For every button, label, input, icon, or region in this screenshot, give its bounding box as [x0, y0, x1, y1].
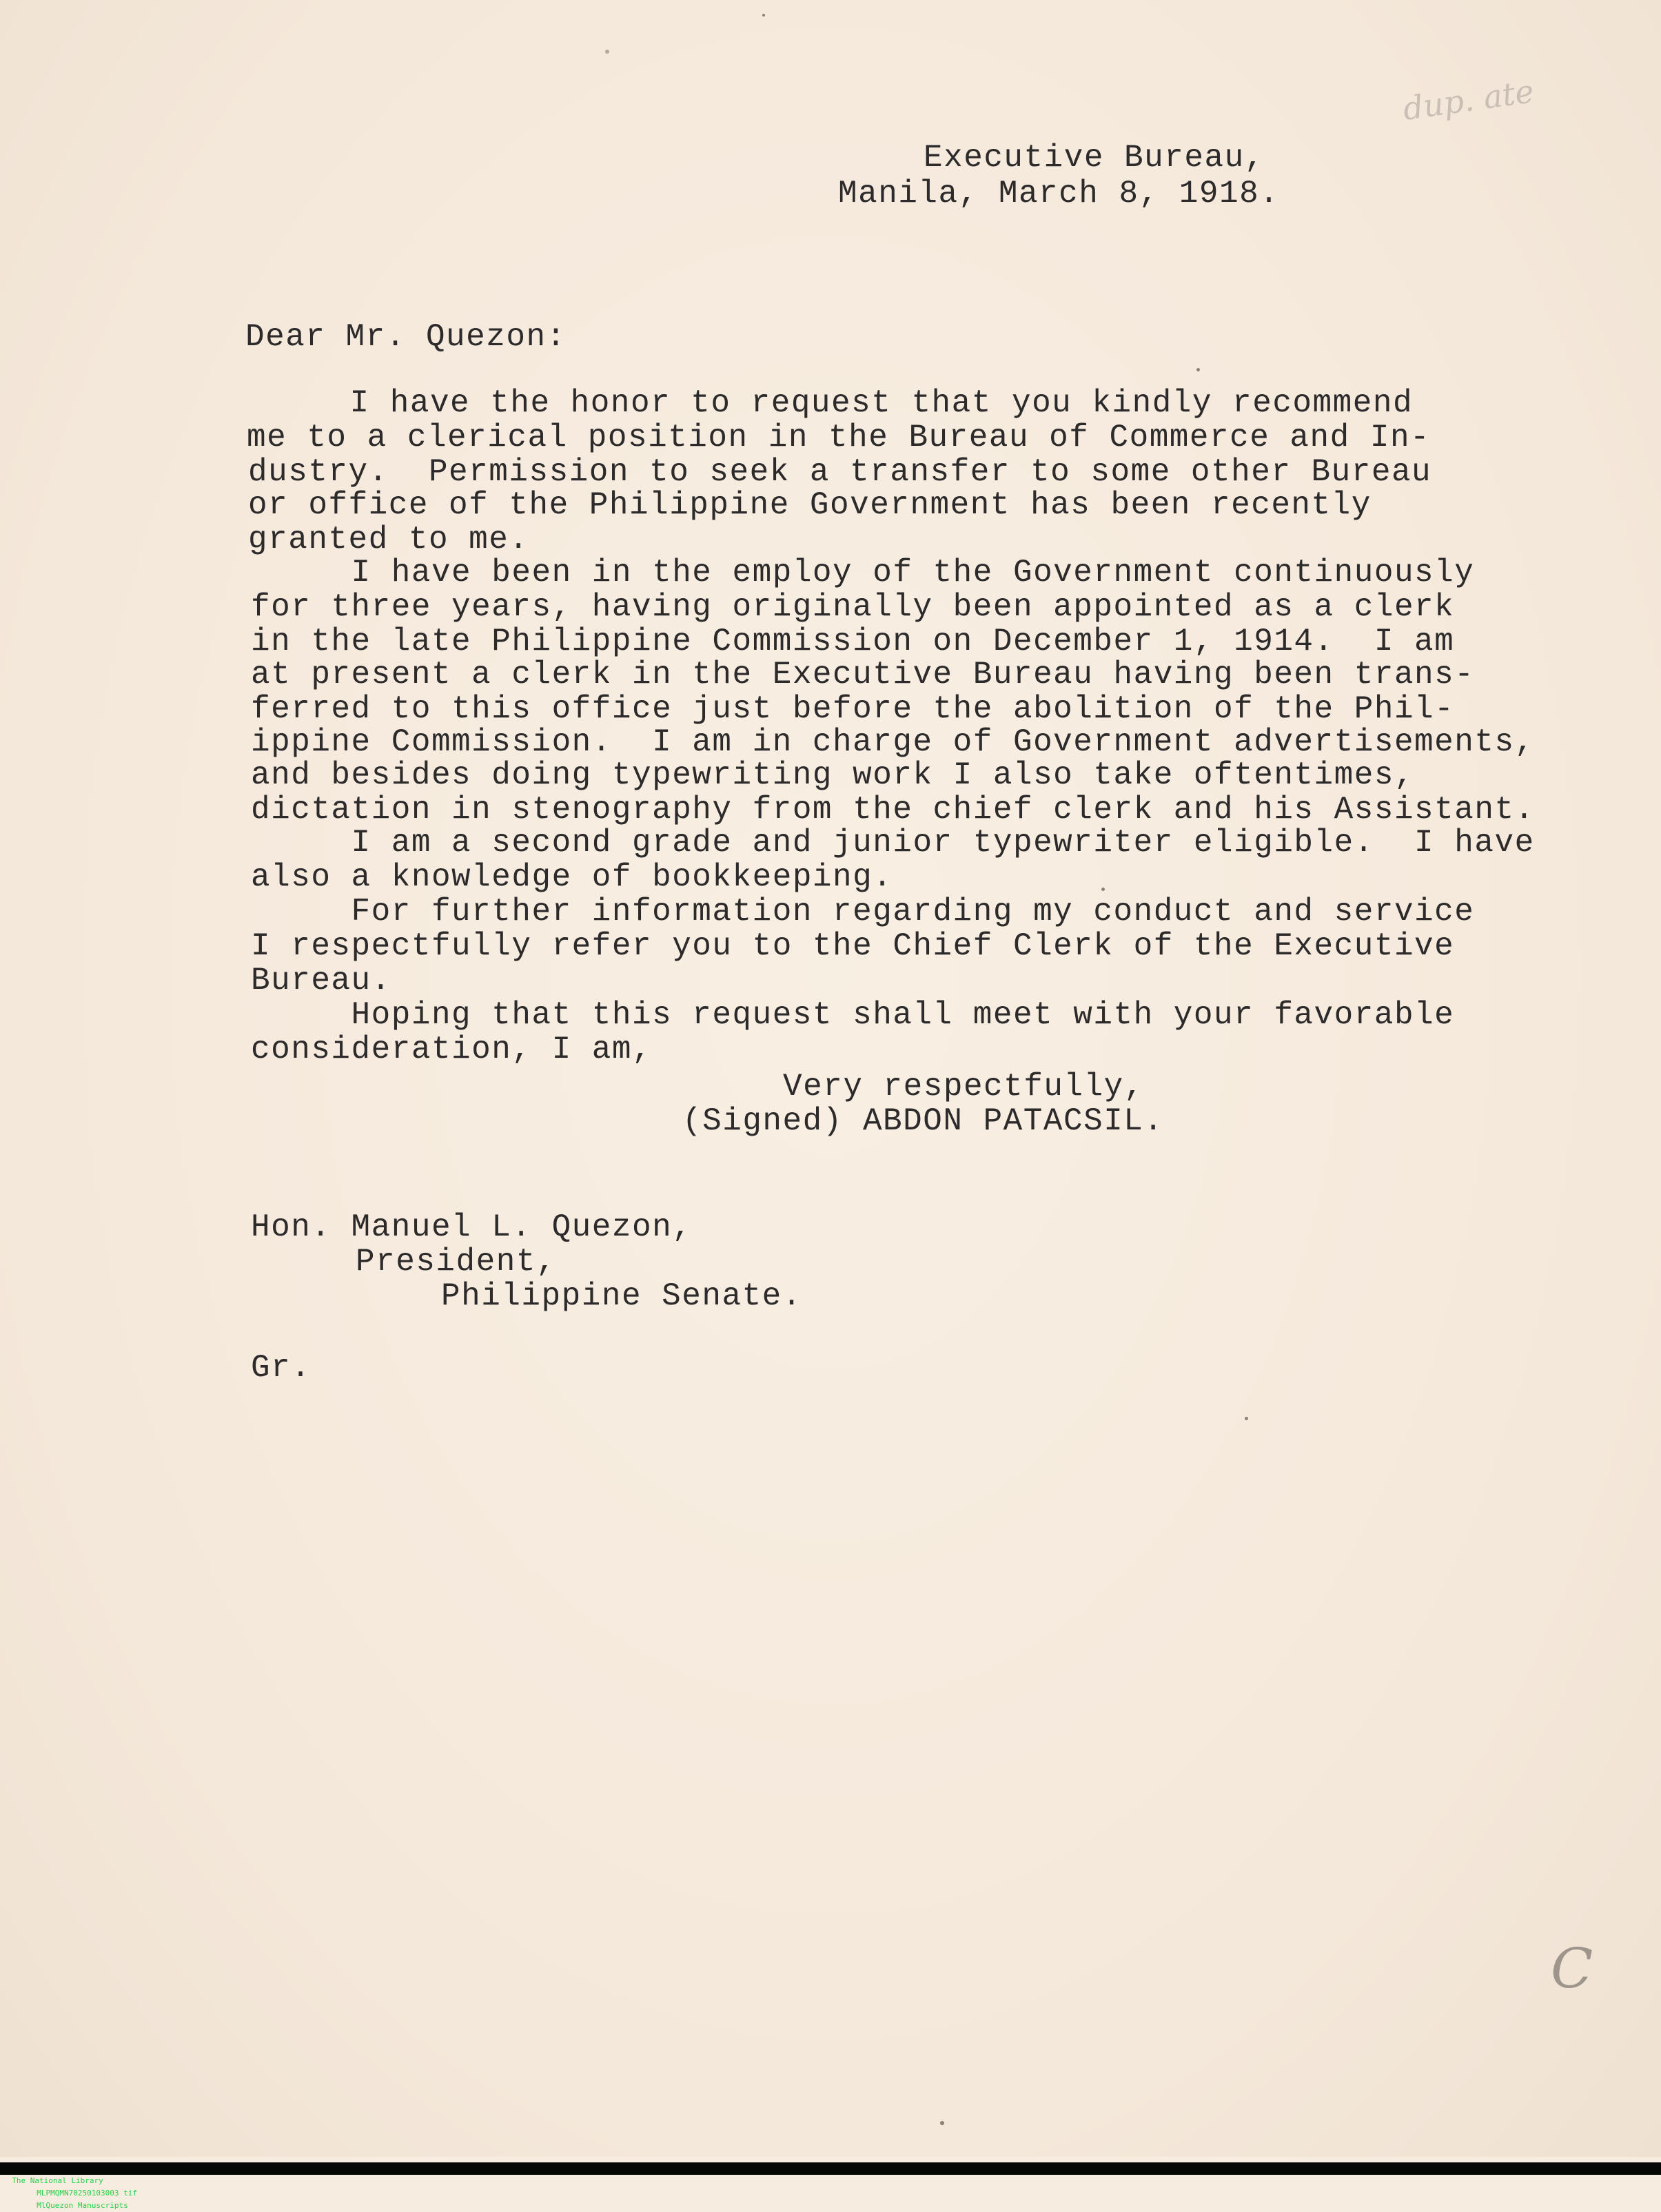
body-line: ferred to this office just before the abolition of the Phil- — [251, 691, 1455, 727]
body-line: Bureau. — [251, 963, 391, 999]
paper-speck — [762, 14, 765, 17]
footer-library: The National Library — [12, 2176, 103, 2185]
letter-signature: (Signed) ABDON PATACSIL. — [682, 1103, 1164, 1139]
body-line: For further information regarding my conduct and service — [251, 894, 1475, 930]
body-line: me to a clerical position in the Bureau of Commerce and In- — [247, 420, 1431, 455]
letter-date-line: Manila, March 8, 1918. — [838, 176, 1280, 212]
body-line: ippine Commission. I am in charge of Government advertisements, — [251, 724, 1535, 760]
footer-file: MLPMQMN70250103003 tif — [37, 2189, 137, 2198]
recipient-title: President, — [356, 1244, 557, 1280]
typist-initials: Gr. — [251, 1350, 312, 1386]
body-line: I have the honor to request that you kindly recommend — [249, 385, 1414, 421]
recipient-name: Hon. Manuel L. Quezon, — [251, 1209, 693, 1245]
pencil-note-top: dup. ate — [1400, 72, 1536, 128]
body-line: and besides doing typewriting work I also take oftentimes, — [251, 757, 1415, 793]
body-line: dictation in stenography from the chief clerk and his Assistant. — [251, 792, 1535, 828]
body-line: I have been in the employ of the Government continuously — [251, 555, 1475, 591]
letter-closing: Very respectfully, — [783, 1069, 1144, 1105]
body-line: also a knowledge of bookkeeping. — [251, 859, 893, 895]
body-line: for three years, having originally been appointed as a clerk — [251, 589, 1455, 625]
pencil-note-bottom: C — [1551, 1936, 1593, 2000]
paper-speck — [940, 2121, 944, 2125]
body-line: Hoping that this request shall meet with your favorable — [251, 997, 1455, 1033]
paper-speck — [1245, 1417, 1248, 1420]
footer-collection: MlQuezon Manuscripts — [37, 2201, 128, 2210]
body-line: consideration, I am, — [251, 1032, 653, 1067]
body-line: in the late Philippine Commission on December 1, 1914. I am — [251, 624, 1455, 659]
body-line: or office of the Philippine Government has been recently — [248, 487, 1372, 523]
body-line: granted to me. — [248, 522, 529, 557]
body-line: I respectfully refer you to the Chief Clerk of the Executive — [251, 928, 1455, 964]
body-line: dustry. Permission to seek a transfer to some other Bureau — [248, 454, 1432, 490]
scan-footer — [0, 2162, 1661, 2210]
paper-speck — [1101, 888, 1105, 891]
letter-salutation: Dear Mr. Quezon: — [245, 319, 567, 355]
body-line: I am a second grade and junior typewriter eligible. I have — [251, 825, 1535, 861]
paper-speck — [605, 50, 609, 54]
paper-speck — [1196, 368, 1200, 371]
body-line: at present a clerk in the Executive Bureau having been trans- — [251, 657, 1475, 693]
letter-heading-office: Executive Bureau, — [924, 140, 1265, 176]
recipient-organization: Philippine Senate. — [441, 1278, 802, 1314]
